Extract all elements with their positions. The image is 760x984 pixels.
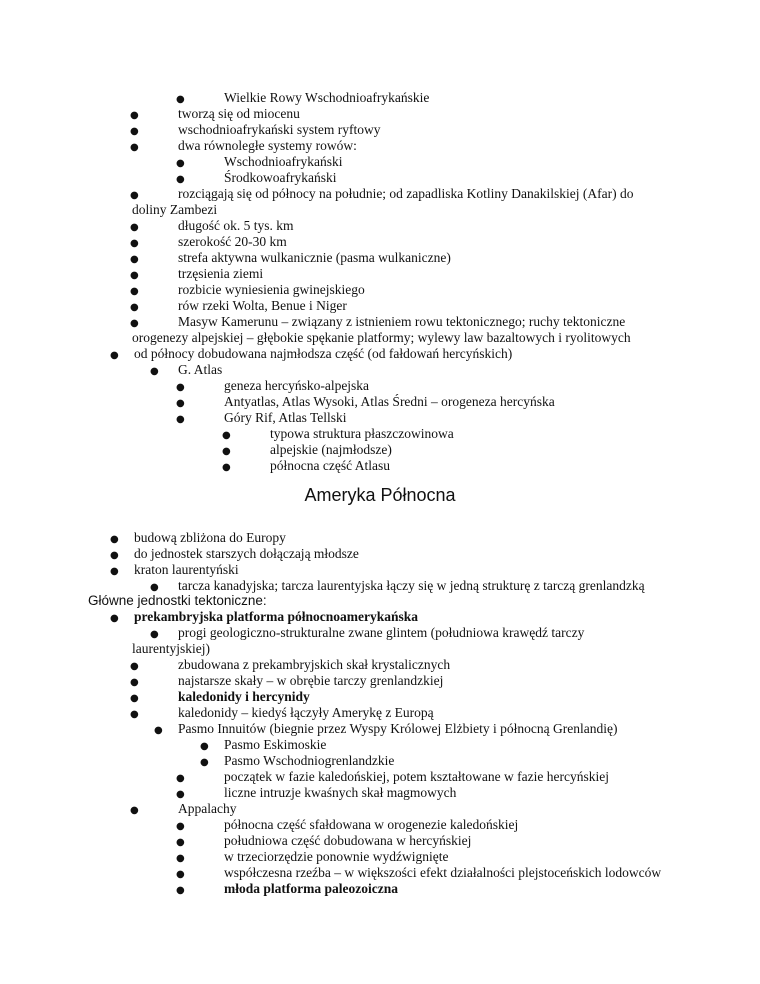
bullet-icon: ● (154, 725, 163, 736)
bullet-icon: ● (200, 757, 209, 768)
list-item-text: zbudowana z prekambryjskich skał krystalicznych (178, 657, 451, 672)
list-item-text: Pasmo Wschodniogrenlandzkie (224, 753, 395, 768)
bullet-icon: ● (176, 382, 185, 393)
bullet-icon: ● (176, 398, 185, 409)
list-item-text: Pasmo Eskimoskie (224, 737, 327, 752)
bullet-icon: ● (176, 853, 185, 864)
list-item-text: Pasmo Innuitów (biegnie przez Wyspy Królowej Elżbiety i północną Grenlandię) (178, 721, 618, 736)
bullet-icon: ● (200, 741, 209, 752)
bullet-icon: ● (110, 550, 119, 561)
bullet-icon: ● (130, 110, 139, 121)
subsection-label: Główne jednostki tektoniczne: (88, 593, 267, 608)
bullet-icon: ● (176, 789, 185, 800)
bullet-icon: ● (130, 222, 139, 233)
list-item-text: długość ok. 5 tys. km (178, 218, 294, 233)
list-item-text: rozbicie wyniesienia gwinejskiego (178, 282, 365, 297)
list-item-text: prekambryjska platforma północnoamerykańska (134, 609, 419, 624)
list-item-text: początek w fazie kaledońskiej, potem kształtowane w fazie hercyńskiej (224, 769, 609, 784)
list-item-text: północna część sfałdowana w orogenezie kaledońskiej (224, 817, 519, 832)
list-item-text: kaledonidy i hercynidy (178, 689, 310, 704)
bullet-icon: ● (130, 693, 139, 704)
list-item-text: Appalachy (178, 801, 237, 816)
bullet-icon: ● (222, 462, 231, 473)
bullet-icon: ● (110, 350, 119, 361)
bullet-icon: ● (130, 270, 139, 281)
bullet-icon: ● (176, 837, 185, 848)
bullet-icon: ● (110, 566, 119, 577)
list-item-text: rozciągają się od północy na południe; od zapadliska Kotliny Danakilskiej (Afar) do (178, 186, 634, 201)
bullet-icon: ● (176, 94, 185, 105)
list-item-text: typowa struktura płaszczowinowa (270, 426, 454, 441)
list-item-text: dwa równoległe systemy rowów: (178, 138, 357, 153)
list-item-text: G. Atlas (178, 362, 223, 377)
list-item-text: progi geologiczno-strukturalne zwane glintem (południowa krawędź tarczy (178, 625, 585, 640)
list-item-text: kraton laurentyński (134, 562, 239, 577)
bullet-icon: ● (130, 709, 139, 720)
bullet-icon: ● (130, 254, 139, 265)
list-item-text: strefa aktywna wulkanicznie (pasma wulkaniczne) (178, 250, 451, 265)
list-item-text-continued: doliny Zambezi (132, 202, 218, 217)
bullet-icon: ● (130, 190, 139, 201)
list-item-text: od północy dobudowana najmłodsza część (od fałdowań hercyńskich) (134, 346, 513, 361)
list-item-text: współczesna rzeźba – w większości efekt działalności plejstoceńskich lodowców (224, 865, 662, 880)
list-item-text: rów rzeki Wolta, Benue i Niger (178, 298, 347, 313)
list-item-text: kaledonidy – kiedyś łączyły Amerykę z Europą (178, 705, 434, 720)
bullet-icon: ● (130, 238, 139, 249)
list-item-text: Środkowoafrykański (224, 170, 337, 185)
bullet-icon: ● (130, 142, 139, 153)
bullet-icon: ● (176, 174, 185, 185)
bullet-icon: ● (150, 582, 159, 593)
bullet-icon: ● (222, 430, 231, 441)
bullet-icon: ● (130, 126, 139, 137)
list-item-text-continued: laurentyjskiej) (132, 641, 210, 656)
bullet-icon: ● (130, 677, 139, 688)
list-item-text: tworzą się od miocenu (178, 106, 300, 121)
list-item-text: wschodnioafrykański system ryftowy (178, 122, 381, 137)
bullet-icon: ● (176, 414, 185, 425)
list-item-text: młoda platforma paleozoiczna (224, 881, 398, 896)
list-item-text: budową zbliżona do Europy (134, 530, 286, 545)
list-item-text: liczne intruzje kwaśnych skał magmowych (224, 785, 457, 800)
bullet-icon: ● (130, 286, 139, 297)
bullet-icon: ● (150, 629, 159, 640)
bullet-icon: ● (130, 661, 139, 672)
bullet-icon: ● (130, 805, 139, 816)
bullet-icon: ● (176, 869, 185, 880)
section-heading: Ameryka Północna (304, 485, 456, 505)
list-item-text: północna część Atlasu (270, 458, 390, 473)
list-item-text: Wschodnioafrykański (224, 154, 343, 169)
bullet-icon: ● (110, 613, 119, 624)
bullet-icon: ● (150, 366, 159, 377)
list-item-text: w trzeciorzędzie ponownie wydźwignięte (224, 849, 449, 864)
list-item-text: Masyw Kamerunu – związany z istnieniem rowu tektonicznego; ruchy tektoniczne (178, 314, 626, 329)
list-item-text: Antyatlas, Atlas Wysoki, Atlas Średni – orogeneza hercyńska (224, 394, 555, 409)
list-item-text: tarcza kanadyjska; tarcza laurentyjska łączy się w jedną strukturę z tarczą grenlandzką (178, 578, 645, 593)
bullet-icon: ● (130, 302, 139, 313)
bullet-icon: ● (176, 773, 185, 784)
list-item-text: południowa część dobudowana w hercyńskiej (224, 833, 472, 848)
list-item-text: alpejskie (najmłodsze) (270, 442, 392, 457)
bullet-icon: ● (130, 318, 139, 329)
bullet-icon: ● (110, 534, 119, 545)
list-item-text: geneza hercyńsko-alpejska (224, 378, 370, 393)
list-item-text-continued: orogenezy alpejskiej – głębokie spękanie platformy; wylewy law bazaltowych i ryolitowych (132, 330, 631, 345)
bullet-icon: ● (222, 446, 231, 457)
list-item-text: do jednostek starszych dołączają młodsze (134, 546, 359, 561)
bullet-icon: ● (176, 158, 185, 169)
list-item-text: Wielkie Rowy Wschodnioafrykańskie (224, 90, 430, 105)
list-item-text: Góry Rif, Atlas Tellski (224, 410, 347, 425)
bullet-icon: ● (176, 885, 185, 896)
list-item-text: trzęsienia ziemi (178, 266, 264, 281)
list-item-text: szerokość 20-30 km (178, 234, 287, 249)
list-item-text: najstarsze skały – w obrębie tarczy grenlandzkiej (178, 673, 444, 688)
bullet-icon: ● (176, 821, 185, 832)
